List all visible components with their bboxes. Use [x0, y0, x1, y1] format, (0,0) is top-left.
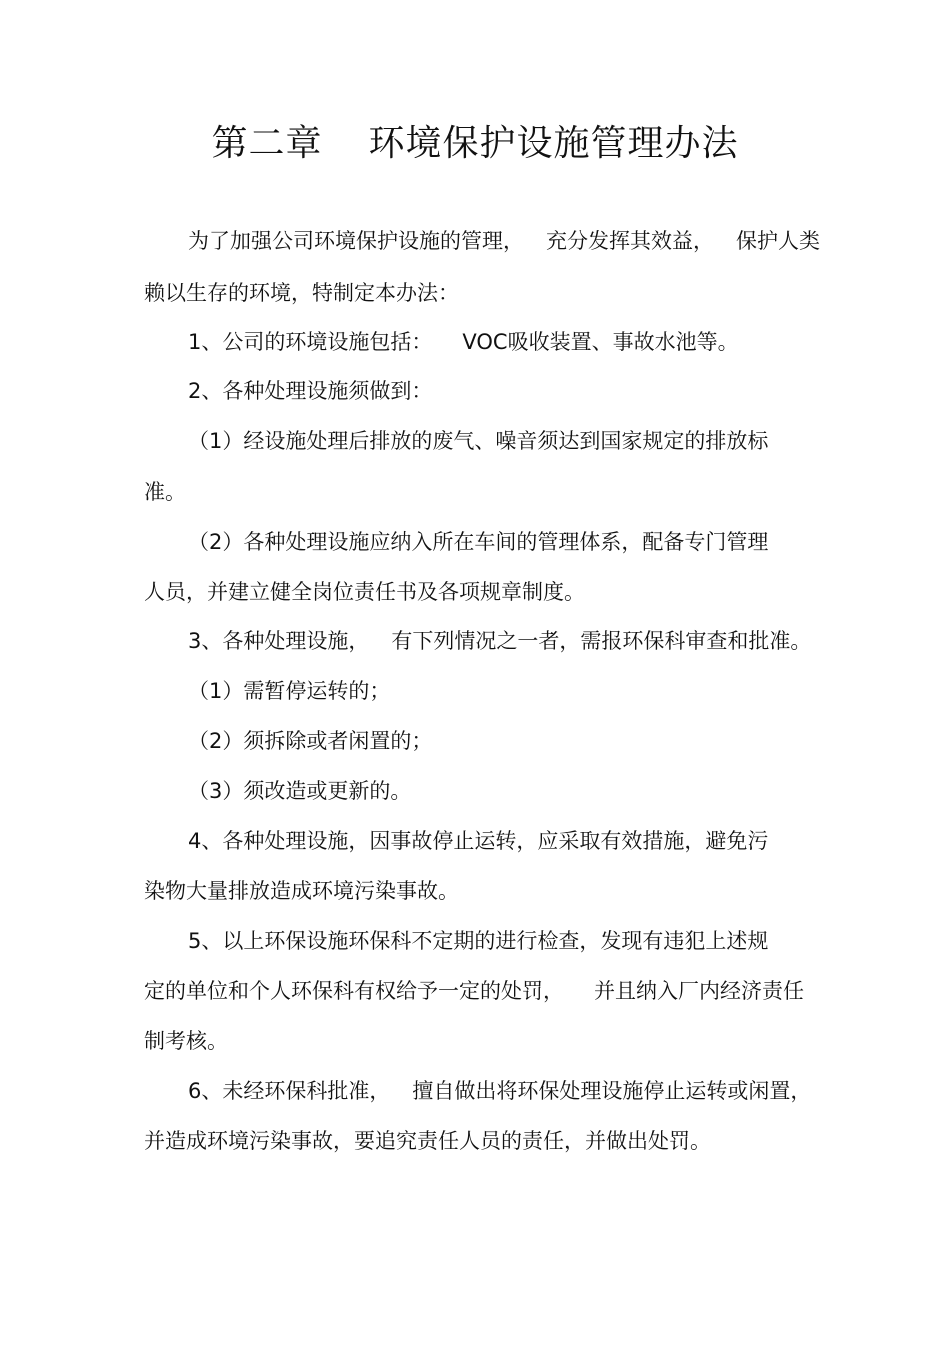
item-5-line-1: 5、以上环保设施环保科不定期的进行检查，发现有违犯上述规 [188, 929, 769, 953]
item-2-sub-1-line-1: （1）经设施处理后排放的废气、噪音须达到国家规定的排放标 [188, 429, 769, 453]
item-3-sub-3: （3）须改造或更新的。 [188, 779, 412, 803]
item-6-line-1: 6、未经环保科批准， 擅自做出将环保处理设施停止运转或闲置， [188, 1079, 812, 1103]
item-3-sub-2: （2）须拆除或者闲置的； [188, 729, 433, 753]
item-2-sub-2-line-1: （2）各种处理设施应纳入所在车间的管理体系，配备专门管理 [188, 530, 769, 554]
page-title [0, 118, 950, 170]
intro-line-1: 为了加强公司环境保护设施的管理， 充分发挥其效益， 保护人类 [188, 229, 820, 253]
item-5-line-3: 制考核。 [144, 1029, 228, 1053]
title-text: 环境保护设施管理办法 [368, 123, 739, 164]
item-3-sub-1: （1）需暂停运转的； [188, 679, 391, 703]
item-5-line-2: 定的单位和个人环保科有权给予一定的处罚， 并且纳入厂内经济责任 [144, 979, 804, 1003]
title-chapter: 第二章 [211, 123, 323, 164]
item-3: 3、各种处理设施， 有下列情况之一者，需报环保科审查和批准。 [188, 629, 812, 653]
item-4-line-2: 染物大量排放造成环境污染事故。 [144, 879, 459, 903]
item-2-sub-2-line-2: 人员，并建立健全岗位责任书及各项规章制度。 [144, 580, 585, 604]
item-2-sub-1-line-2: 准。 [144, 480, 186, 504]
item-6-line-2: 并造成环境污染事故，要追究责任人员的责任，并做出处罚。 [144, 1129, 711, 1153]
intro-line-2: 赖以生存的环境，特制定本办法： [144, 281, 459, 305]
item-2-heading: 2、各种处理设施须做到： [188, 379, 433, 403]
item-4-line-1: 4、各种处理设施，因事故停止运转，应采取有效措施，避免污 [188, 829, 769, 853]
item-1: 1、公司的环境设施包括： VOC吸收装置、事故水池等。 [188, 330, 739, 354]
